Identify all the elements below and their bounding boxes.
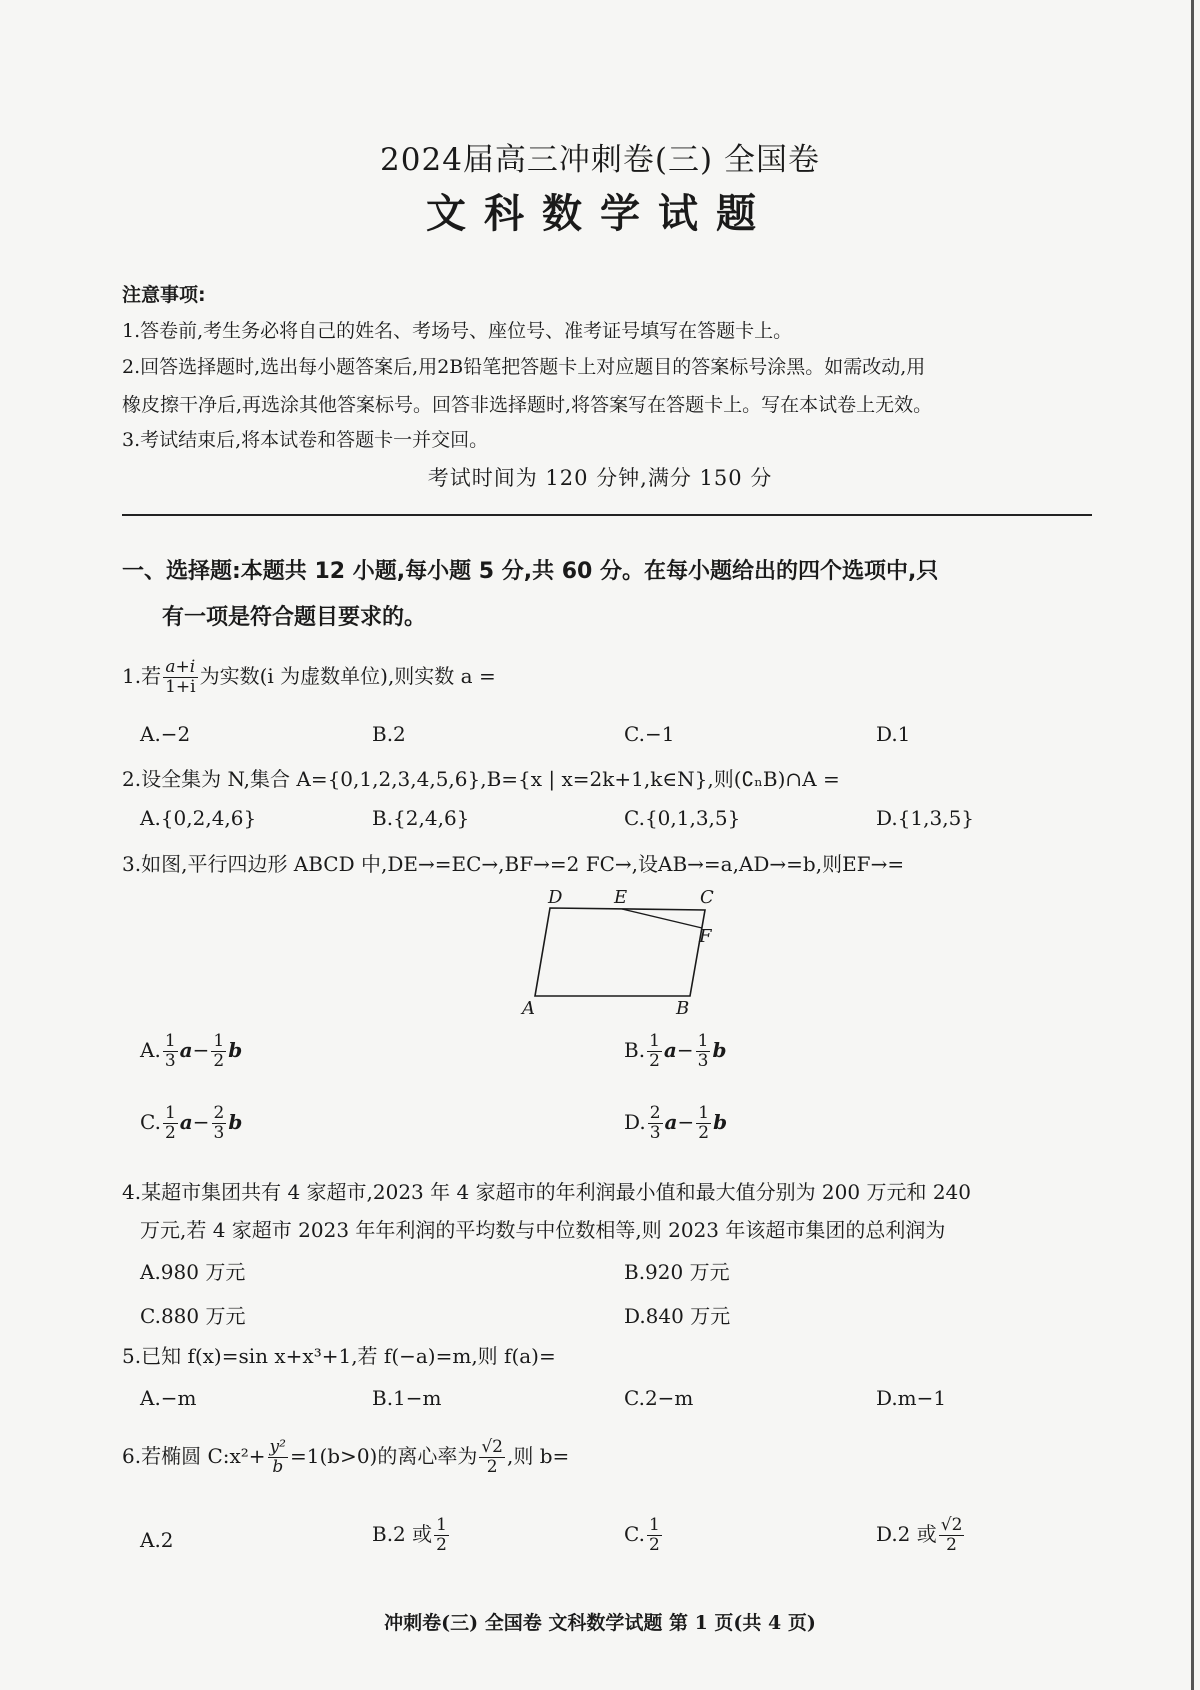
q3-d-d1: 3	[649, 1123, 661, 1143]
notice-line-4: 3.考试结束后,将本试卷和答题卡一并交回。	[122, 429, 489, 451]
exam-series-title: 2024届高三冲刺卷(三) 全国卷	[380, 142, 820, 178]
q2-option-b: B.{2,4,6}	[372, 806, 470, 830]
label-e: E	[614, 888, 628, 908]
q3-c-n1: 1	[164, 1103, 176, 1123]
q3-b-n2: 1	[697, 1031, 709, 1051]
q3-c-v1: a	[179, 1110, 193, 1134]
q6-frac-num: y²	[269, 1437, 286, 1457]
q3-option-d	[624, 1104, 727, 1143]
q1-fraction	[163, 658, 198, 697]
q6-b-frac	[434, 1516, 449, 1555]
label-c: C	[700, 888, 714, 908]
label-b: B	[676, 998, 690, 1018]
q2-option-a: A.{0,2,4,6}	[140, 806, 257, 830]
q6-frac	[268, 1438, 288, 1477]
q3-d-v1: a	[664, 1110, 678, 1134]
notice-heading: 注意事项:	[122, 284, 206, 306]
q6-ecc-num: √2	[481, 1437, 503, 1457]
q3-c-frac1	[163, 1104, 178, 1143]
section-heading-line-2: 有一项是符合题目要求的。	[162, 605, 427, 630]
question-5: 5.已知 f(x)=sin x+x³+1,若 f(−a)=m,则 f(a)=	[122, 1344, 556, 1368]
q3-c-n2: 2	[213, 1103, 225, 1123]
q2-option-d: D.{1,3,5}	[876, 806, 975, 830]
q5-option-c: C.2−m	[624, 1386, 694, 1410]
q3-a-v2: b	[228, 1038, 243, 1062]
q6-b-num: 1	[436, 1515, 447, 1535]
q3-b-n1: 1	[649, 1031, 660, 1051]
q6-suffix: ,则 b=	[507, 1444, 570, 1468]
question-4-line-2: 万元,若 4 家超市 2023 年年利润的平均数与中位数相等,则 2023 年该超市集团的总利润为	[140, 1218, 946, 1242]
q3-a-d1: 3	[164, 1051, 176, 1071]
q3-c-label: C.	[140, 1110, 161, 1134]
q2-option-c: C.{0,1,3,5}	[624, 806, 741, 830]
q1-suffix: 为实数(i 为虚数单位),则实数 a =	[199, 664, 496, 688]
q3-b-frac1	[647, 1032, 662, 1071]
q6-b-den: 2	[436, 1535, 447, 1555]
question-3: 3.如图,平行四边形 ABCD 中,DE→=EC→,BF→=2 FC→,设AB→=a,AD→=b,则EF→=	[122, 852, 905, 876]
page-footer: 冲刺卷(三) 全国卷 文科数学试题 第 1 页(共 4 页)	[384, 1612, 816, 1634]
label-f: F	[699, 926, 712, 947]
q4-option-c: C.880 万元	[140, 1304, 246, 1328]
scan-edge	[1191, 0, 1194, 1690]
notice-line-3: 橡皮擦干净后,再选涂其他答案标号。回答非选择题时,将答案写在答题卡上。写在本试卷上无效。	[122, 394, 933, 416]
q3-b-d2: 3	[697, 1051, 709, 1071]
question-2: 2.设全集为 N,集合 A={0,1,2,3,4,5,6},B={x | x=2k+1,k∈N},则(∁ₙB)∩A =	[122, 767, 840, 791]
q3-b-frac2	[696, 1032, 711, 1071]
q6-b-prefix: B.2 或	[372, 1522, 433, 1546]
q3-c-v2: b	[228, 1110, 243, 1134]
parallelogram-figure	[520, 888, 750, 1018]
q6-option-c	[624, 1516, 664, 1555]
q6-c-frac	[647, 1516, 662, 1555]
q3-b-v1: a	[663, 1038, 677, 1062]
parallelogram-abcd	[535, 908, 705, 996]
q1-frac-den: 1+i	[165, 677, 196, 697]
q3-d-op: −	[677, 1110, 695, 1134]
q3-d-v2: b	[713, 1110, 728, 1134]
q1-frac-num: a+i	[163, 658, 198, 678]
q4-option-d: D.840 万元	[624, 1304, 731, 1328]
q3-option-b	[624, 1032, 726, 1071]
q1-option-c: C.−1	[624, 722, 675, 746]
q6-mid: =1(b>0)的离心率为	[289, 1444, 478, 1468]
q3-b-op: −	[676, 1038, 694, 1062]
q3-a-n2: 1	[213, 1031, 225, 1051]
question-1	[122, 658, 496, 697]
q6-prefix: 6.若椭圆 C:x²+	[122, 1444, 266, 1468]
q6-d-den: 2	[946, 1535, 957, 1555]
section-heading-line-1: 一、选择题:本题共 12 小题,每小题 5 分,共 60 分。在每小题给出的四个选项中,只	[122, 559, 939, 584]
q6-d-num: √2	[940, 1515, 963, 1535]
q6-frac-den: b	[272, 1457, 284, 1477]
divider-rule	[122, 514, 1092, 516]
q3-d-frac1	[648, 1104, 663, 1143]
q6-c-num: 1	[648, 1515, 660, 1535]
q4-option-a: A.980 万元	[140, 1260, 246, 1284]
q1-prefix: 1.若	[122, 664, 162, 688]
q3-b-v2: b	[712, 1038, 727, 1062]
q3-d-n2: 1	[698, 1103, 710, 1123]
q4-option-b: B.920 万元	[624, 1260, 730, 1284]
question-6	[122, 1438, 569, 1477]
q6-c-prefix: C.	[624, 1522, 645, 1546]
notice-line-1: 1.答卷前,考生务必将自己的姓名、考场号、座位号、准考证号填写在答题卡上。	[122, 320, 793, 342]
q3-option-a	[140, 1032, 242, 1071]
segment-ef	[622, 909, 702, 928]
q3-c-d2: 3	[213, 1123, 225, 1143]
q6-c-den: 2	[648, 1535, 660, 1555]
q6-d-frac	[939, 1516, 965, 1555]
question-4-line-1: 4.某超市集团共有 4 家超市,2023 年 4 家超市的年利润最小值和最大值分别为 200 万元和 240	[122, 1180, 971, 1204]
q6-option-d	[876, 1516, 966, 1555]
q3-a-op: −	[192, 1038, 210, 1062]
q6-d-prefix: D.2 或	[876, 1522, 937, 1546]
q3-c-d1: 2	[164, 1123, 176, 1143]
q6-option-a: A.2	[140, 1528, 174, 1552]
q3-a-frac1	[163, 1032, 178, 1071]
q3-a-d2: 2	[213, 1051, 225, 1071]
q6-option-b	[372, 1516, 451, 1555]
q3-d-frac2	[696, 1104, 711, 1143]
q3-c-op: −	[192, 1110, 210, 1134]
q3-a-n1: 1	[164, 1031, 176, 1051]
q3-d-n1: 2	[649, 1103, 661, 1123]
q3-b-d1: 2	[649, 1051, 660, 1071]
q5-option-b: B.1−m	[372, 1386, 442, 1410]
q6-ecc-den: 2	[486, 1457, 498, 1477]
q3-c-frac2	[212, 1104, 227, 1143]
q1-option-d: D.1	[876, 722, 911, 746]
q3-a-label: A.	[140, 1038, 161, 1062]
q1-option-a: A.−2	[140, 722, 191, 746]
q3-option-c	[140, 1104, 242, 1143]
notice-line-2: 2.回答选择题时,选出每小题答案后,用2B铅笔把答题卡上对应题目的答案标号涂黑。如需改动,用	[122, 356, 926, 378]
q5-option-d: D.m−1	[876, 1386, 947, 1410]
q5-option-a: A.−m	[140, 1386, 197, 1410]
label-a: A	[522, 998, 535, 1018]
label-d: D	[548, 888, 563, 908]
exam-subject-title: 文科数学试题	[426, 191, 774, 237]
q3-d-label: D.	[624, 1110, 646, 1134]
q6-ecc-frac	[479, 1438, 505, 1477]
q3-a-v1: a	[179, 1038, 193, 1062]
q3-d-d2: 2	[698, 1123, 710, 1143]
q3-b-label: B.	[624, 1038, 646, 1062]
q3-a-frac2	[211, 1032, 226, 1071]
q1-option-b: B.2	[372, 722, 406, 746]
exam-time: 考试时间为 120 分钟,满分 150 分	[427, 466, 773, 490]
